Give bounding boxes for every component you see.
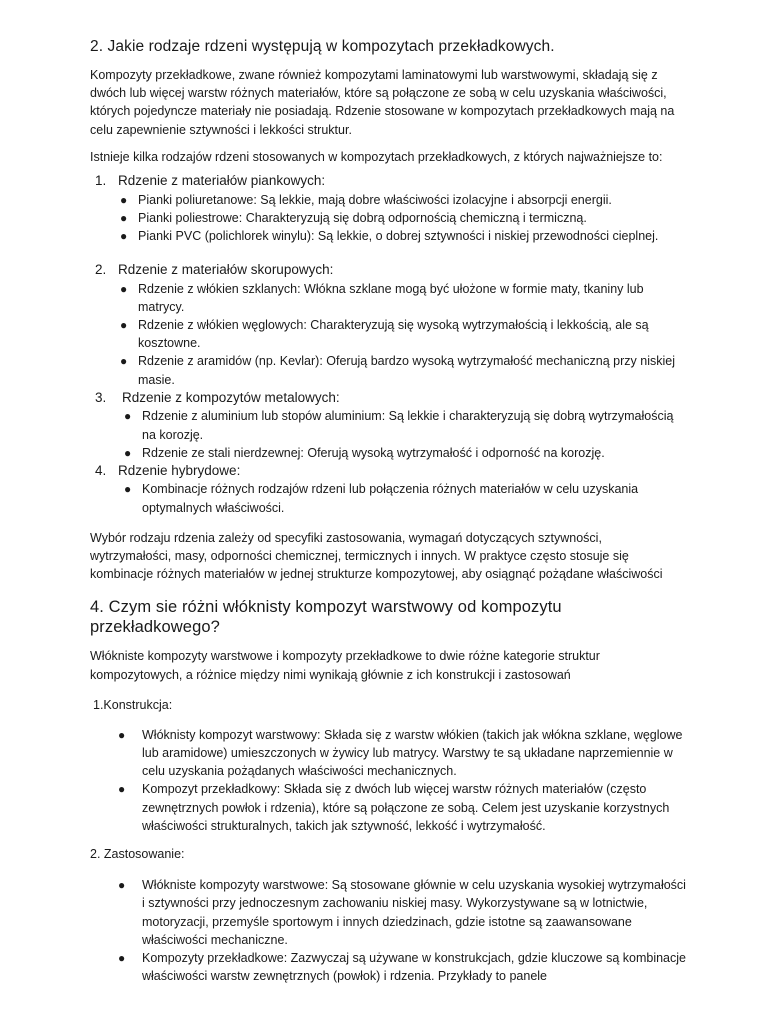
list-item: ● Rdzenie z aramidów (np. Kevlar): Oferują bardzo wysoką wytrzymałość mechaniczną przy niskiej masie. — [120, 354, 676, 387]
subsection-label: 1.Konstrukcja: — [93, 697, 173, 712]
bullet-icon: ● — [124, 445, 132, 460]
bullet-icon: ● — [124, 409, 132, 424]
core-type-number: 2. — [95, 262, 107, 278]
core-type-sublist — [118, 191, 686, 246]
bullet-icon: ● — [120, 318, 128, 333]
list-item: ● Pianki poliestrowe: Charakteryzują się dobrą odpornością chemiczną i termiczną. — [118, 209, 678, 227]
list-item: ● Pianki PVC (polichlorek winylu): Są lekkie, o dobrej sztywności i niskiej przewodności cieplnej. — [118, 227, 678, 245]
core-type-sublist — [118, 480, 686, 516]
bullet-icon: ● — [118, 950, 126, 965]
core-type-title: Rdzenie z materiałów skorupowych: — [118, 262, 334, 278]
core-types-list — [90, 172, 686, 517]
bullet-icon: ● — [120, 281, 128, 296]
list-item: ● Włókniste kompozyty warstwowe: Są stosowane głównie w celu uzyskania wysokiej wytrzymałości i sztywności przy jednoczesnym zachowaniu niskiej masy. Wykorzystywane są w lotnictwie, motoryzacji, przemyśle sportowym i innych dziedzinach, gdzie istotne są zaawansowane właściwości mechaniczne. — [118, 878, 686, 947]
bullet-icon: ● — [118, 782, 126, 797]
core-type-number: 1. — [95, 173, 107, 189]
core-type-title: Rdzenie z kompozytów metalowych: — [122, 389, 340, 405]
core-type-title: Rdzenie hybrydowe: — [118, 462, 241, 478]
core-type-number: 3. — [95, 389, 107, 405]
section-2-lead: Istnieje kilka rodzajów rdzeni stosowanych w kompozytach przekładkowych, z których najważniejsze to: — [90, 149, 663, 164]
bullet-icon: ● — [120, 228, 128, 243]
bullet-icon: ● — [120, 210, 128, 225]
list-item: ● Pianki poliuretanowe: Są lekkie, mają dobre właściwości izolacyjne i absorpcji energii. — [118, 191, 678, 209]
list-item: ● Rdzenie z aluminium lub stopów aluminium: Są lekkie i charakteryzują się dobrą wytrzymałością na korozję. — [124, 409, 674, 442]
core-type-item — [90, 172, 686, 245]
core-type-title: Rdzenie z materiałów piankowych: — [118, 173, 326, 189]
bullet-icon: ● — [120, 192, 128, 207]
section-4-heading: 4. Czym sie różni włóknisty kompozyt warstwowy od kompozytu przekładkowego? — [90, 598, 562, 637]
core-type-item — [90, 261, 686, 389]
core-type-sublist — [118, 280, 686, 389]
section-2-intro: Kompozyty przekładkowe, zwane również kompozytami laminatowymi lub warstwowymi, składają się z dwóch lub więcej warstw różnych materiałów, które są połączone ze sobą w celu uzyskania właściwości, których pojedyncze materiały nie posiadają. Rdzenie stosowane w kompozytach przekładkowych mają na celu zapewnienie sztywności i lekkości struktur. — [90, 68, 675, 137]
core-type-item — [90, 389, 686, 462]
subsection-label: 2. Zastosowanie: — [90, 847, 185, 862]
application-list — [90, 876, 686, 985]
section-2-conclusion: Wybór rodzaju rdzenia zależy od specyfiki zastosowania, wymagań dotyczących sztywności, wytrzymałości, masy, odporności chemicznej, termicznych i innych. W praktyce często stosuje się kombinacje różnych materiałów w jednej strukturze kompozytowej, aby osiągnąć pożądane właściwości — [90, 530, 663, 582]
list-item: ● Włóknisty kompozyt warstwowy: Składa się z warstw włókien (takich jak włókna szklane, węglowe lub aramidowe) umieszczonych w żywicy lub matrycy. Warstwy te są układane naprzemiennie w celu uzyskania pożądanych właściwości mechanicznych. — [118, 727, 683, 779]
core-type-sublist — [118, 407, 686, 462]
bullet-icon: ● — [124, 482, 132, 497]
list-item: ● Kombinacje różnych rodzajów rdzeni lub połączenia różnych materiałów w celu uzyskania optymalnych właściwości. — [124, 482, 639, 515]
construction-list — [90, 726, 686, 835]
section-2-heading: 2. Jakie rodzaje rdzeni występują w kompozytach przekładkowych. — [90, 38, 555, 55]
bullet-icon: ● — [120, 354, 128, 369]
core-type-number: 4. — [95, 462, 107, 478]
document-page — [90, 37, 686, 985]
core-type-item — [90, 462, 686, 517]
list-item: ● Rdzenie z włókien węglowych: Charakteryzują się wysoką wytrzymałością i lekkością, ale są kosztowne. — [120, 318, 649, 351]
list-item: ● Rdzenie z włókien szklanych: Włókna szklane mogą być ułożone w formie maty, tkaniny lub matrycy. — [120, 281, 644, 314]
list-item: ● Kompozyty przekładkowe: Zazwyczaj są używane w konstrukcjach, gdzie kluczowe są kombinacje właściwości warstw zewnętrznych (powłok) i rdzenia. Przykłady to panele — [118, 950, 686, 984]
list-item: ● Rdzenie ze stali nierdzewnej: Oferują wysoką wytrzymałość i odporność na korozję. — [122, 444, 682, 462]
bullet-icon: ● — [118, 878, 126, 893]
list-item: ● Kompozyt przekładkowy: Składa się z dwóch lub więcej warstw różnych materiałów (często zewnętrznych powłok i rdzenia), które są połączone ze sobą. Celem jest uzyskanie korzystnych właściwości strukturalnych, takich jak sztywność, lekkość i wytrzymałość. — [118, 782, 670, 833]
section-4-intro: Włókniste kompozyty warstwowe i kompozyty przekładkowe to dwie różne kategorie struktur kompozytowych, a różnice między nimi wynikają głównie z ich konstrukcji i zastosowań — [90, 649, 600, 682]
bullet-icon: ● — [118, 727, 126, 742]
